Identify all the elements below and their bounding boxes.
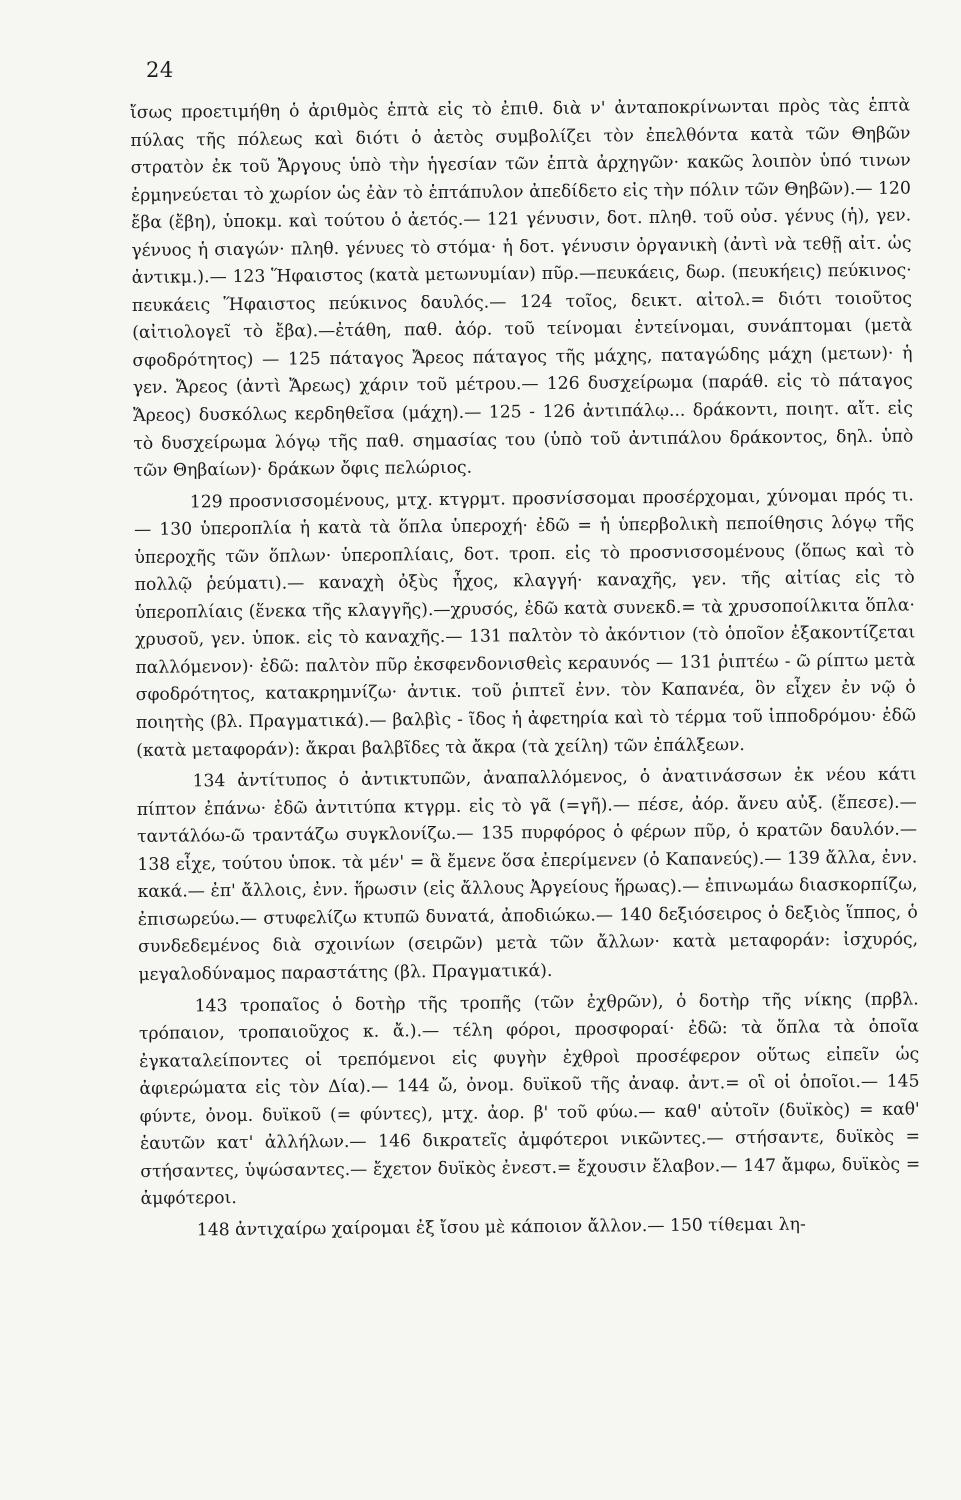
paragraph-4: 143 τροπαῖος ὁ δοτὴρ τῆς τροπῆς (τῶν ἐχθρῶν), ὁ δοτὴρ τῆς νίκης (πρβλ. τρόπαιον, τροπαιοῦχος κ. ἄ.).— τέλη φόροι, προσφοραί· ἐδῶ: τὰ ὅπλα τὰ ὁποῖα ἐγκαταλείποντες οἱ τρεπόμενοι εἰς φυγὴν ἐχθροὶ προσέφερον οὕτως εἰπεῖν ὡς ἀφιερώματα εἰς τὸν Δία).— 144 ὤ, ὀνομ. δυϊκοῦ τῆς ἀναφ. ἀντ.= οἳ οἱ ὁποῖοι.— 145 φύντε, ὀνομ. δυϊκοῦ (= φύντες), μτχ. ἀορ. β' τοῦ φύω.— καθ' αὑτοῖν (δυϊκὸς) = καθ' ἑαυτῶν κατ' ἀλλήλων.— 146 δικρατεῖς ἀμφότεροι νικῶντες.— στήσαντε, δυϊκὸς = στήσαντες, ὑψώσαντες.— ἔχετον δυϊκὸς ἐνεστ.= ἔχουσιν ἔλαβον.— 147 ἄμφω, δυϊκὸς = ἀμφότεροι. <box>138 988 921 1210</box>
commentary-text <box>130 93 921 1246</box>
paragraph-2: 129 προσνισσομένους, μτχ. κτγρμτ. προσνίσσομαι προσέρχομαι, χύνομαι πρός τι.— 130 ὑπεροπλία ἡ κατὰ τὰ ὅπλα ὑπεροχή· ἐδῶ = ἡ ὑπερβολικὴ πεποίθησις λόγῳ τῆς ὑπεροχῆς τῶν ὅπλων· ὑπεροπλίαις, δοτ. τροπ. εἰς τὸ προσνισσομένους (ὅπως καὶ τὸ πολλῷ ῥεύματι).— καναχὴ ὀξὺς ἦχος, κλαγγή· καναχῆς, γεν. τῆς αἰτίας εἰς τὸ ὑπεροπλίαις (ἕνεκα τῆς κλαγγῆς).—χρυσός, ἐδῶ κατὰ συνεκδ.= τὰ χρυσοποίλκιτα ὅπλα· χρυσοῦ, γεν. ὑποκ. εἰς τὸ καναχῆς.— 131 παλτὸν τὸ ἀκόντιον (τὸ ὁποῖον ἐξακοντίζεται παλλόμενον)· ἐδῶ: παλτὸν πῦρ ἐκσφενδονισθεὶς κεραυνός — 131 ῥιπτέω - ῶ ρίπτω μετὰ σφοδρότητος, κατακρημνίζω· ἀντικ. τοῦ ῥιπτεῖ ἐνν. τὸν Καπανέα, ὃν εἶχεν ἐν νῷ ὁ ποιητὴς (βλ. Πραγματικά).— βαλβὶς - ῖδος ἡ ἀφετηρία καὶ τὸ τέρμα τοῦ ἱπποδρόμου· ἐδῶ (κατὰ μεταφοράν): ἄκραι βαλβῖδες τὰ ἄκρα (τὰ χείλη) τῶν ἐπάλξεων. <box>134 485 917 761</box>
paragraph-5: 148 ἀντιχαίρω χαίρομαι ἐξ ἴσου μὲ κάποιον ἄλλον.— 150 τίθεμαι λη- <box>196 1214 806 1241</box>
paragraph-1: ἴσως προετιμήθη ὁ ἀριθμὸς ἑπτὰ εἰς τὸ ἐπιθ. διὰ ν' ἀνταποκρίνωνται πρὸς τὰς ἑπτὰ πύλας τῆς πόλεως καὶ διότι ὁ ἀετὸς συμβολίζει τὸν ἐπελθόντα κατὰ τῶν Θηβῶν στρατὸν ἐκ τοῦ Ἄργους ὑπὸ τὴν ἡγεσίαν τῶν ἑπτὰ ἀρχηγῶν· κακῶς λοιπὸν ὑπό τινων ἑρμηνεύεται τὸ χωρίον ὡς ἐὰν τὸ ἑπτάπυλον ἀπεδίδετο εἰς τὴν πόλιν τῶν Θηβῶν).— 120 ἔβα (ἔβη), ὑποκμ. καὶ τούτου ὁ ἀετός.— 121 γένυσιν, δοτ. πληθ. τοῦ οὐσ. γένυς (ἡ), γεν. γένυος ἡ σιαγών· πληθ. γένυες τὸ στόμα· ἡ δοτ. γένυσιν ὀργανικὴ (ἀντὶ νὰ τεθῇ αἰτ. ὡς ἀντικμ.).— 123 Ἥφαιστος (κατὰ μετωνυμίαν) πῦρ.—πευκάεις, δωρ. (πευκήεις) πεύκινος· πευκάεις Ἥφαιστος πεύκινος δαυλός.— 124 τοῖος, δεικτ. αἰτολ.= διότι τοιοῦτος (αἰτιολογεῖ τὸ ἔβα).—ἐτάθη, παθ. ἀόρ. τοῦ τείνομαι ἐντείνομαι, συνάπτομαι (μετὰ σφοδρότητος) — 125 πάταγος Ἄρεος πάταγος τῆς μάχης, παταγώδης μάχη (μετων)· ἡ γεν. Ἄρεος (ἀντὶ Ἄρεως) χάριν τοῦ μέτρου.— 126 δυσχείρωμα (παράθ. εἰς τὸ πάταγος Ἄρεος) δυσκόλως κερδηθεῖσα (μάχη).— 125 - 126 ἀντιπάλῳ... δράκοντι, ποιητ. αἴτ. εἰς τὸ δυσχείρωμα λόγῳ τῆς παθ. σημασίας του (ὑπὸ τοῦ ἀντιπάλου δράκοντος, δηλ. ὑπὸ τῶν Θηβαίων)· δράκων ὄφις πελώριος. <box>130 95 914 482</box>
paragraph-3: 134 ἀντίτυπος ὁ ἀντικτυπῶν, ἀναπαλλόμενος, ὁ ἀνατινάσσων ἐκ νέου κάτι πίπτον ἐπάνω· ἐδῶ ἀντιτύπα κτγρμ. εἰς τὸ γᾶ (=γῆ).— πέσε, ἀόρ. ἄνευ αὐξ. (ἔπεσε).— ταντάλόω-ῶ τραντάζω συγκλονίζω.— 135 πυρφόρος ὁ φέρων πῦρ, ὁ κρατῶν δαυλόν.— 138 εἶχε, τούτου ὑποκ. τὰ μέν' = ἃ ἔμενε ὅσα ἐπερίμενεν (ὁ Καπανεύς).— 139 ἄλλα, ἐνν. κακά.— ἐπ' ἄλλοις, ἐνν. ἥρωσιν (εἰς ἄλλους Ἀργείους ἥρωας).— ἐπινωμάω διασκορπίζω, ἐπισωρεύω.— στυφελίζω κτυπῶ δυνατά, ἀποδιώκω.— 140 δεξιόσειρος ὁ δεξιὸς ἵππος, ὁ συνδεδεμένος διὰ σχοινίων (σειρῶν) μετὰ τῶν ἄλλων· κατὰ μεταφοράν: ἰσχυρός, μεγαλοδύναμος παραστάτης (βλ. Πραγματικά). <box>136 764 919 985</box>
page-number: 24 <box>146 58 174 82</box>
